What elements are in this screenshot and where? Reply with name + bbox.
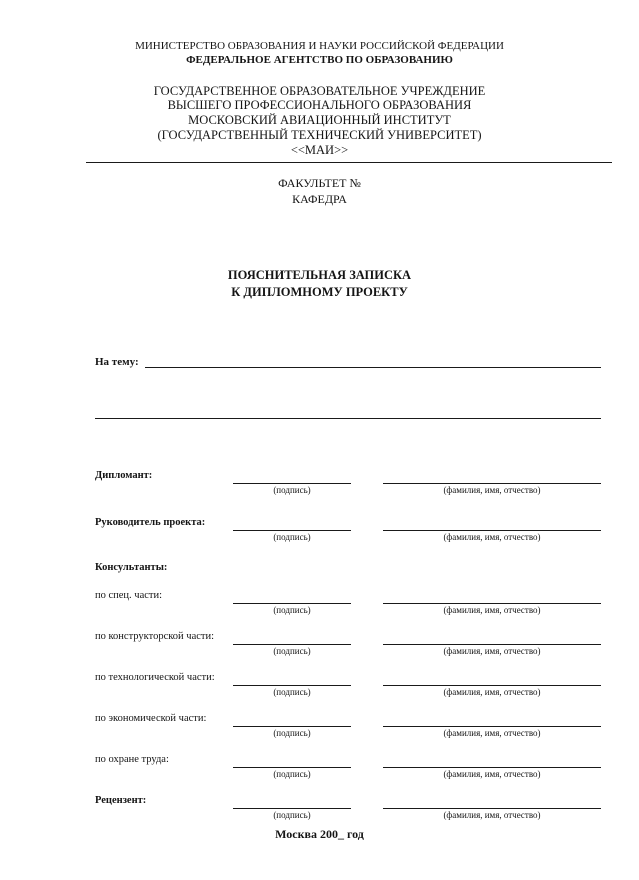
- signature-field: [233, 794, 351, 821]
- form-row-design-part: [95, 630, 601, 657]
- supervisor-label: Руководитель проекта:: [95, 517, 206, 529]
- signature-caption: (подпись): [273, 728, 311, 739]
- name-caption: (фамилия, имя, отчество): [443, 810, 541, 821]
- name-line: [383, 630, 601, 645]
- signature-caption: (подпись): [273, 687, 311, 698]
- institution-line-1: ГОСУДАРСТВЕННОЕ ОБРАЗОВАТЕЛЬНОЕ УЧРЕЖДЕНИЕ: [153, 83, 486, 98]
- form-row-technology-part: [95, 671, 601, 698]
- name-caption: (фамилия, имя, отчество): [443, 769, 541, 780]
- signature-line: [233, 794, 351, 809]
- faculty-number-label: ФАКУЛЬТЕТ №: [278, 176, 361, 191]
- signature-line: [233, 671, 351, 686]
- reviewer-label: Рецензент:: [95, 795, 147, 807]
- signature-field: [233, 630, 351, 657]
- department-label: КАФЕДРА: [292, 191, 347, 206]
- signature-line: [233, 712, 351, 727]
- name-caption: (фамилия, имя, отчество): [443, 646, 541, 657]
- name-caption: (фамилия, имя, отчество): [443, 728, 541, 739]
- name-line: [383, 712, 601, 727]
- name-line: [383, 469, 601, 484]
- name-caption: (фамилия, имя, отчество): [443, 485, 541, 496]
- signature-line: [233, 589, 351, 604]
- ministry-header: [0, 0, 639, 68]
- name-line: [383, 671, 601, 686]
- signature-field: [233, 589, 351, 616]
- document-title-line-1: ПОЯСНИТЕЛЬНАЯ ЗАПИСКА: [227, 268, 412, 283]
- header-divider: [86, 162, 612, 163]
- technology-part-label: по технологической части:: [95, 672, 215, 684]
- institution-line-2: ВЫСШЕГО ПРОФЕССИОНАЛЬНОГО ОБРАЗОВАНИЯ: [167, 98, 472, 113]
- name-field: [383, 671, 601, 698]
- institution-line-3: МОСКОВСКИЙ АВИАЦИОННЫЙ ИНСТИТУТ: [188, 113, 451, 127]
- name-line: [383, 794, 601, 809]
- name-field: [383, 469, 601, 496]
- name-field: [383, 712, 601, 739]
- name-field: [383, 630, 601, 657]
- document-title-line-2: К ДИПЛОМНОМУ ПРОЕКТУ: [231, 285, 408, 300]
- name-field: [383, 516, 601, 543]
- ministry-line-2: ФЕДЕРАЛЬНОЕ АГЕНТСТВО ПО ОБРАЗОВАНИЮ: [186, 53, 453, 66]
- name-caption: (фамилия, имя, отчество): [443, 532, 541, 543]
- design-part-label: по конструкторской части:: [95, 631, 215, 643]
- name-caption: (фамилия, имя, отчество): [443, 687, 541, 698]
- signature-field: [233, 516, 351, 543]
- name-field: [383, 794, 601, 821]
- institution-block: [0, 84, 639, 158]
- name-line: [383, 753, 601, 768]
- name-caption: (фамилия, имя, отчество): [443, 605, 541, 616]
- name-line: [383, 516, 601, 531]
- document-title: [0, 267, 639, 301]
- name-line: [383, 589, 601, 604]
- signature-field: [233, 671, 351, 698]
- economics-part-label: по экономической части:: [95, 713, 207, 725]
- signature-field: [233, 753, 351, 780]
- diplomant-label: Дипломант:: [95, 470, 153, 482]
- topic-label: На тему:: [95, 356, 139, 369]
- name-field: [383, 589, 601, 616]
- special-part-label: по спец. части:: [95, 590, 163, 602]
- signature-line: [233, 630, 351, 645]
- topic-input-line-1: [145, 353, 601, 368]
- signature-line: [233, 469, 351, 484]
- topic-row: [95, 353, 601, 368]
- labor-safety-label: по охране труда:: [95, 754, 169, 766]
- signature-caption: (подпись): [273, 646, 311, 657]
- form-row-supervisor: [95, 516, 601, 543]
- signature-field: [233, 712, 351, 739]
- signature-line: [233, 516, 351, 531]
- signature-line: [233, 753, 351, 768]
- signature-caption: (подпись): [273, 769, 311, 780]
- signature-field: [233, 469, 351, 496]
- faculty-block: [0, 176, 639, 207]
- footer-city-year: Москва 200_ год: [275, 827, 364, 841]
- form-row-economics-part: [95, 712, 601, 739]
- form-row-diplomant: [95, 469, 601, 496]
- institution-abbreviation: <<МАИ>>: [290, 142, 349, 157]
- form-row-special-part: [95, 589, 601, 616]
- signature-caption: (подпись): [273, 532, 311, 543]
- ministry-line-1: МИНИСТЕРСТВО ОБРАЗОВАНИЯ И НАУКИ РОССИЙСКОЙ ФЕДЕРАЦИИ: [135, 40, 504, 52]
- signature-caption: (подпись): [273, 605, 311, 616]
- consultants-heading: Консультанты:: [95, 562, 168, 574]
- topic-input-line-2: [95, 404, 601, 419]
- institution-line-4: (ГОСУДАРСТВЕННЫЙ ТЕХНИЧЕСКИЙ УНИВЕРСИТЕТ): [157, 127, 482, 142]
- form-row-labor-safety: [95, 753, 601, 780]
- name-field: [383, 753, 601, 780]
- form-row-reviewer: [95, 794, 601, 821]
- signature-caption: (подпись): [273, 485, 311, 496]
- signature-caption: (подпись): [273, 810, 311, 821]
